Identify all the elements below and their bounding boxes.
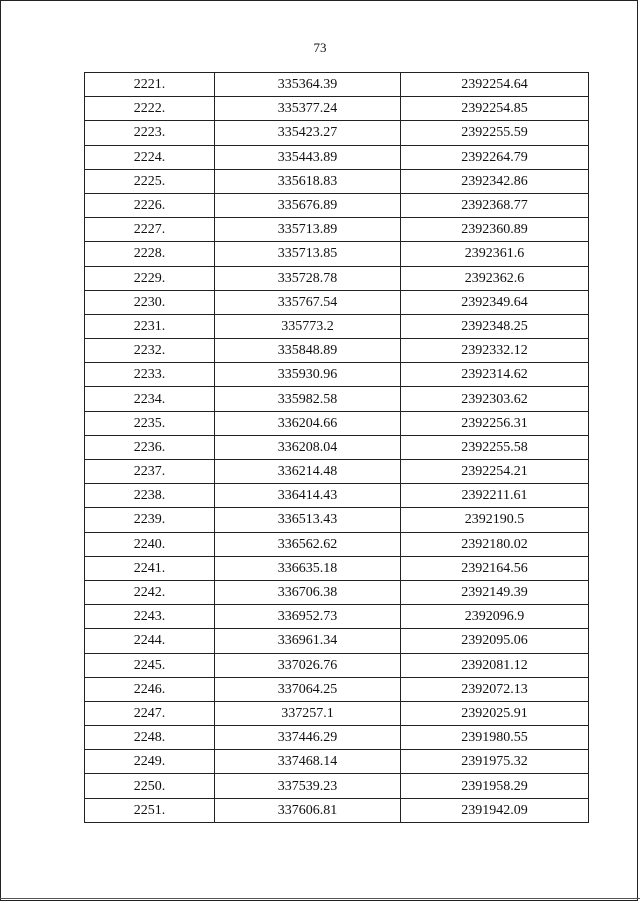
- point-number-cell: 2237.: [85, 460, 215, 484]
- point-number-cell: 2229.: [85, 266, 215, 290]
- x-coordinate-cell: 337257.1: [215, 701, 401, 725]
- y-coordinate-cell: 2392314.62: [401, 363, 589, 387]
- x-coordinate-cell: 337468.14: [215, 750, 401, 774]
- table-row: [85, 460, 589, 484]
- x-coordinate-cell: 336208.04: [215, 435, 401, 459]
- table-row: [85, 750, 589, 774]
- point-number-cell: 2249.: [85, 750, 215, 774]
- coordinates-table-body: [85, 73, 589, 823]
- x-coordinate-cell: 335618.83: [215, 169, 401, 193]
- y-coordinate-cell: 2392348.25: [401, 314, 589, 338]
- x-coordinate-cell: 335930.96: [215, 363, 401, 387]
- y-coordinate-cell: 2392190.5: [401, 508, 589, 532]
- point-number-cell: 2238.: [85, 484, 215, 508]
- table-row: [85, 339, 589, 363]
- point-number-cell: 2250.: [85, 774, 215, 798]
- point-number-cell: 2234.: [85, 387, 215, 411]
- y-coordinate-cell: 2392361.6: [401, 242, 589, 266]
- table-row: [85, 363, 589, 387]
- point-number-cell: 2225.: [85, 169, 215, 193]
- x-coordinate-cell: 337064.25: [215, 677, 401, 701]
- table-row: [85, 435, 589, 459]
- y-coordinate-cell: 2392164.56: [401, 556, 589, 580]
- x-coordinate-cell: 335713.85: [215, 242, 401, 266]
- y-coordinate-cell: 2392254.85: [401, 97, 589, 121]
- table-row: [85, 266, 589, 290]
- table-row: [85, 726, 589, 750]
- table-row: [85, 145, 589, 169]
- point-number-cell: 2235.: [85, 411, 215, 435]
- point-number-cell: 2233.: [85, 363, 215, 387]
- y-coordinate-cell: 2392255.59: [401, 121, 589, 145]
- y-coordinate-cell: 2392180.02: [401, 532, 589, 556]
- point-number-cell: 2245.: [85, 653, 215, 677]
- table-row: [85, 218, 589, 242]
- table-row: [85, 97, 589, 121]
- x-coordinate-cell: 336635.18: [215, 556, 401, 580]
- table-row: [85, 290, 589, 314]
- x-coordinate-cell: 336952.73: [215, 605, 401, 629]
- y-coordinate-cell: 2392149.39: [401, 580, 589, 604]
- y-coordinate-cell: 2392332.12: [401, 339, 589, 363]
- point-number-cell: 2226.: [85, 193, 215, 217]
- point-number-cell: 2232.: [85, 339, 215, 363]
- table-row: [85, 73, 589, 97]
- coordinates-table: [84, 72, 589, 823]
- x-coordinate-cell: 335377.24: [215, 97, 401, 121]
- point-number-cell: 2244.: [85, 629, 215, 653]
- table-row: [85, 484, 589, 508]
- table-row: [85, 580, 589, 604]
- table-row: [85, 387, 589, 411]
- point-number-cell: 2236.: [85, 435, 215, 459]
- x-coordinate-cell: 335773.2: [215, 314, 401, 338]
- point-number-cell: 2230.: [85, 290, 215, 314]
- table-row: [85, 774, 589, 798]
- x-coordinate-cell: 337539.23: [215, 774, 401, 798]
- y-coordinate-cell: 2392095.06: [401, 629, 589, 653]
- table-row: [85, 798, 589, 822]
- y-coordinate-cell: 2391980.55: [401, 726, 589, 750]
- x-coordinate-cell: 336513.43: [215, 508, 401, 532]
- x-coordinate-cell: 335423.27: [215, 121, 401, 145]
- point-number-cell: 2227.: [85, 218, 215, 242]
- table-row: [85, 242, 589, 266]
- point-number-cell: 2223.: [85, 121, 215, 145]
- table-row: [85, 677, 589, 701]
- point-number-cell: 2251.: [85, 798, 215, 822]
- x-coordinate-cell: 335728.78: [215, 266, 401, 290]
- point-number-cell: 2224.: [85, 145, 215, 169]
- y-coordinate-cell: 2391975.32: [401, 750, 589, 774]
- x-coordinate-cell: 336414.43: [215, 484, 401, 508]
- point-number-cell: 2243.: [85, 605, 215, 629]
- y-coordinate-cell: 2392096.9: [401, 605, 589, 629]
- y-coordinate-cell: 2392025.91: [401, 701, 589, 725]
- y-coordinate-cell: 2392349.64: [401, 290, 589, 314]
- x-coordinate-cell: 335767.54: [215, 290, 401, 314]
- table-row: [85, 556, 589, 580]
- x-coordinate-cell: 336214.48: [215, 460, 401, 484]
- point-number-cell: 2228.: [85, 242, 215, 266]
- x-coordinate-cell: 335364.39: [215, 73, 401, 97]
- bottom-rule: [0, 898, 640, 899]
- table-row: [85, 508, 589, 532]
- x-coordinate-cell: 335676.89: [215, 193, 401, 217]
- y-coordinate-cell: 2392256.31: [401, 411, 589, 435]
- x-coordinate-cell: 335443.89: [215, 145, 401, 169]
- point-number-cell: 2222.: [85, 97, 215, 121]
- y-coordinate-cell: 2392081.12: [401, 653, 589, 677]
- table-row: [85, 169, 589, 193]
- y-coordinate-cell: 2392254.64: [401, 73, 589, 97]
- table-row: [85, 532, 589, 556]
- y-coordinate-cell: 2392254.21: [401, 460, 589, 484]
- point-number-cell: 2221.: [85, 73, 215, 97]
- x-coordinate-cell: 336961.34: [215, 629, 401, 653]
- table-row: [85, 193, 589, 217]
- x-coordinate-cell: 336204.66: [215, 411, 401, 435]
- x-coordinate-cell: 336562.62: [215, 532, 401, 556]
- point-number-cell: 2241.: [85, 556, 215, 580]
- x-coordinate-cell: 335982.58: [215, 387, 401, 411]
- point-number-cell: 2240.: [85, 532, 215, 556]
- y-coordinate-cell: 2392211.61: [401, 484, 589, 508]
- y-coordinate-cell: 2391942.09: [401, 798, 589, 822]
- y-coordinate-cell: 2392255.58: [401, 435, 589, 459]
- x-coordinate-cell: 335848.89: [215, 339, 401, 363]
- x-coordinate-cell: 337026.76: [215, 653, 401, 677]
- y-coordinate-cell: 2392303.62: [401, 387, 589, 411]
- y-coordinate-cell: 2392360.89: [401, 218, 589, 242]
- x-coordinate-cell: 335713.89: [215, 218, 401, 242]
- x-coordinate-cell: 337446.29: [215, 726, 401, 750]
- point-number-cell: 2246.: [85, 677, 215, 701]
- table-row: [85, 121, 589, 145]
- page-number: 73: [313, 40, 327, 55]
- y-coordinate-cell: 2392362.6: [401, 266, 589, 290]
- table-row: [85, 653, 589, 677]
- table-row: [85, 629, 589, 653]
- x-coordinate-cell: 336706.38: [215, 580, 401, 604]
- point-number-cell: 2231.: [85, 314, 215, 338]
- table-row: [85, 605, 589, 629]
- point-number-cell: 2247.: [85, 701, 215, 725]
- table-row: [85, 411, 589, 435]
- point-number-cell: 2242.: [85, 580, 215, 604]
- table-row: [85, 314, 589, 338]
- y-coordinate-cell: 2391958.29: [401, 774, 589, 798]
- y-coordinate-cell: 2392264.79: [401, 145, 589, 169]
- y-coordinate-cell: 2392368.77: [401, 193, 589, 217]
- table-row: [85, 701, 589, 725]
- y-coordinate-cell: 2392342.86: [401, 169, 589, 193]
- point-number-cell: 2248.: [85, 726, 215, 750]
- point-number-cell: 2239.: [85, 508, 215, 532]
- x-coordinate-cell: 337606.81: [215, 798, 401, 822]
- y-coordinate-cell: 2392072.13: [401, 677, 589, 701]
